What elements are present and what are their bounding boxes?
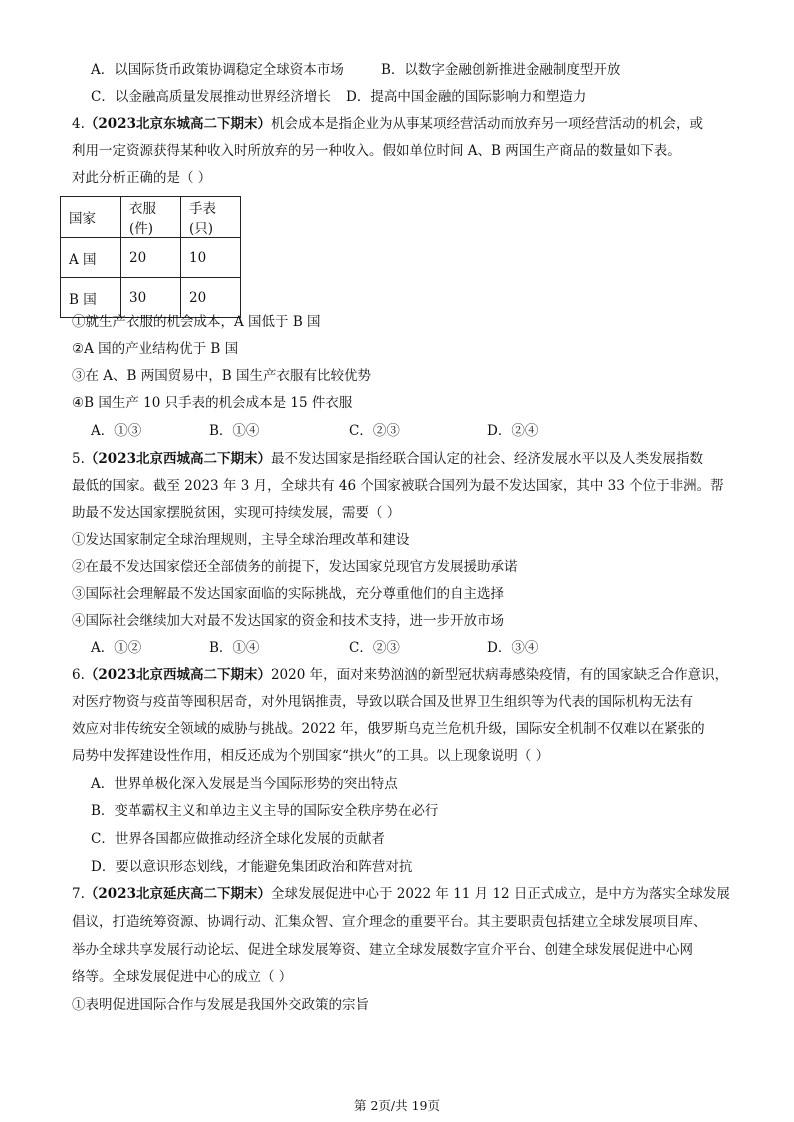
q4-statement-2: ②A 国的产业结构优于 B 国 xyxy=(72,341,239,357)
q6-stem-text: 2020 年，面对来势汹汹的新型冠状病毒感染疫情，有的国家缺乏合作意识， xyxy=(270,667,729,683)
q7-statement-1: ①表明促进国际合作与发展是我国外交政策的宗旨 xyxy=(72,997,369,1013)
q4-stem-line1 xyxy=(72,114,703,134)
q6-stem-line3: 效应对非传统安全领域的威胁与挑战。2022 年，俄罗斯乌克兰危机升级，国际安全机制不仅难以在紧张的 xyxy=(72,721,705,737)
table-cell: A 国 xyxy=(61,238,121,278)
q7-stem-line3: 举办全球共享发展行动论坛、促进全球发展筹资、建立全球发展数字宣介平台、创建全球发展促进中心网 xyxy=(72,942,693,958)
q5-stem-line1 xyxy=(72,449,703,469)
q4-option-d: D．②④ xyxy=(487,423,539,439)
q7-number: 7. xyxy=(72,886,85,902)
table-header-cell: 手表(只) xyxy=(181,197,241,238)
table-header-row xyxy=(61,197,241,238)
q5-option-d: D．③④ xyxy=(487,640,539,656)
q6-option-d: D．要以意识形态划线，才能避免集团政治和阵营对抗 xyxy=(91,859,413,875)
q5-statement-3: ③国际社会理解最不发达国家面临的实际挑战，充分尊重他们的自主选择 xyxy=(72,586,504,602)
q4-statement-4: ④B 国生产 10 只手表的机会成本是 15 件衣服 xyxy=(72,395,353,411)
q5-stem-line2: 最低的国家。截至 2023 年 3 月，全球共有 46 个国家被联合国列为最不发达国家，其中 33 个位于非洲。帮 xyxy=(72,478,724,494)
table-cell: 20 xyxy=(121,238,181,278)
q6-stem-line1 xyxy=(72,665,728,685)
q4-statement-1: ①就生产衣服的机会成本，A 国低于 B 国 xyxy=(72,314,321,330)
q3-options-row1 xyxy=(91,60,620,80)
q4-option-c: C．②③ xyxy=(349,423,400,439)
table-cell: 10 xyxy=(181,238,241,278)
q3-option-a: A．以国际货币政策协调稳定全球资本市场 xyxy=(91,62,344,78)
q4-statement-3: ③在 A、B 两国贸易中，B 国生产衣服有比较优势 xyxy=(72,368,371,384)
q5-source: （2023北京西城高二下期末） xyxy=(84,451,271,467)
q5-option-b: B．①④ xyxy=(209,640,260,656)
q7-stem-line4: 络等。全球发展促进中心的成立（ ） xyxy=(72,969,293,985)
q6-source: （2023北京西城高二下期末） xyxy=(84,667,271,683)
q5-statement-2: ②在最不发达国家偿还全部债务的前提下，发达国家兑现官方发展援助承诺 xyxy=(72,559,518,575)
q4-data-table xyxy=(60,196,241,318)
q3-options-row2 xyxy=(91,87,586,107)
q5-options xyxy=(91,638,538,658)
q3-option-b: B．以数字金融创新推进金融制度型开放 xyxy=(381,62,621,78)
q4-option-a: A．①③ xyxy=(91,423,142,439)
q5-stem-line3: 助最不发达国家摆脱贫困，实现可持续发展，需要（ ） xyxy=(72,505,401,521)
q3-option-d: D．提高中国金融的国际影响力和塑造力 xyxy=(346,89,587,105)
q7-source: （2023北京延庆高二下期末） xyxy=(84,886,271,902)
q4-number: 4. xyxy=(72,116,85,132)
table-header-cell: 衣服(件) xyxy=(121,197,181,238)
q5-option-a: A．①② xyxy=(91,640,142,656)
q5-statement-1: ①发达国家制定全球治理规则，主导全球治理改革和建设 xyxy=(72,532,410,548)
q5-statement-4: ④国际社会继续加大对最不发达国家的资金和技术支持，进一步开放市场 xyxy=(72,613,504,629)
q4-source: （2023北京东城高二下期末） xyxy=(84,116,271,132)
q5-stem-text: 最不发达国家是指经联合国认定的社会、经济发展水平以及人类发展指数 xyxy=(270,451,703,467)
q4-stem-line2: 利用一定资源获得某种收入时所放弃的另一种收入。假如单位时间 A、B 两国生产商品的数量如下表。 xyxy=(72,143,681,159)
q7-stem-line2: 倡议，打造统筹资源、协调行动、汇集众智、宣介理念的重要平台。其主要职责包括建立全球发展项目库、 xyxy=(72,914,707,930)
table-cell: B 国 xyxy=(61,278,121,318)
table-row xyxy=(61,238,241,278)
q4-options xyxy=(91,421,538,441)
q6-option-b: B．变革霸权主义和单边主义主导的国际安全秩序势在必行 xyxy=(91,803,439,819)
q6-option-c: C．世界各国都应做推动经济全球化发展的贡献者 xyxy=(91,831,385,847)
table-cell: 30 xyxy=(121,278,181,318)
q4-option-b: B．①④ xyxy=(209,423,260,439)
q7-stem-text: 全球发展促进中心于 2022 年 11 月 12 日正式成立，是中方为落实全球发展 xyxy=(270,886,730,902)
q4-stem-text: 机会成本是指企业为从事某项经营活动而放弃另一项经营活动的机会，或 xyxy=(270,116,703,132)
table-header-cell: 国家 xyxy=(61,197,121,238)
page-footer: 第 2页/共 19页 xyxy=(353,1098,441,1113)
q6-number: 6. xyxy=(72,667,85,683)
q6-stem-line4: 局势中发挥建设性作用，相反还成为个别国家“拱火”的工具。以上现象说明（ ） xyxy=(72,748,550,764)
q4-stem-line3: 对此分析正确的是（ ） xyxy=(72,170,212,186)
q5-number: 5. xyxy=(72,451,85,467)
q6-option-a: A．世界单极化深入发展是当今国际形势的突出特点 xyxy=(91,776,398,792)
q7-stem-line1 xyxy=(72,884,730,904)
q3-option-c: C．以金融高质量发展推动世界经济增长 xyxy=(91,89,331,105)
q6-stem-line2: 对医疗物资与疫苗等囤积居奇，对外甩锅推责，导致以联合国及世界卫生组织等为代表的国际机构无法有 xyxy=(72,694,693,710)
table-cell: 20 xyxy=(181,278,241,318)
q5-option-c: C．②③ xyxy=(349,640,400,656)
